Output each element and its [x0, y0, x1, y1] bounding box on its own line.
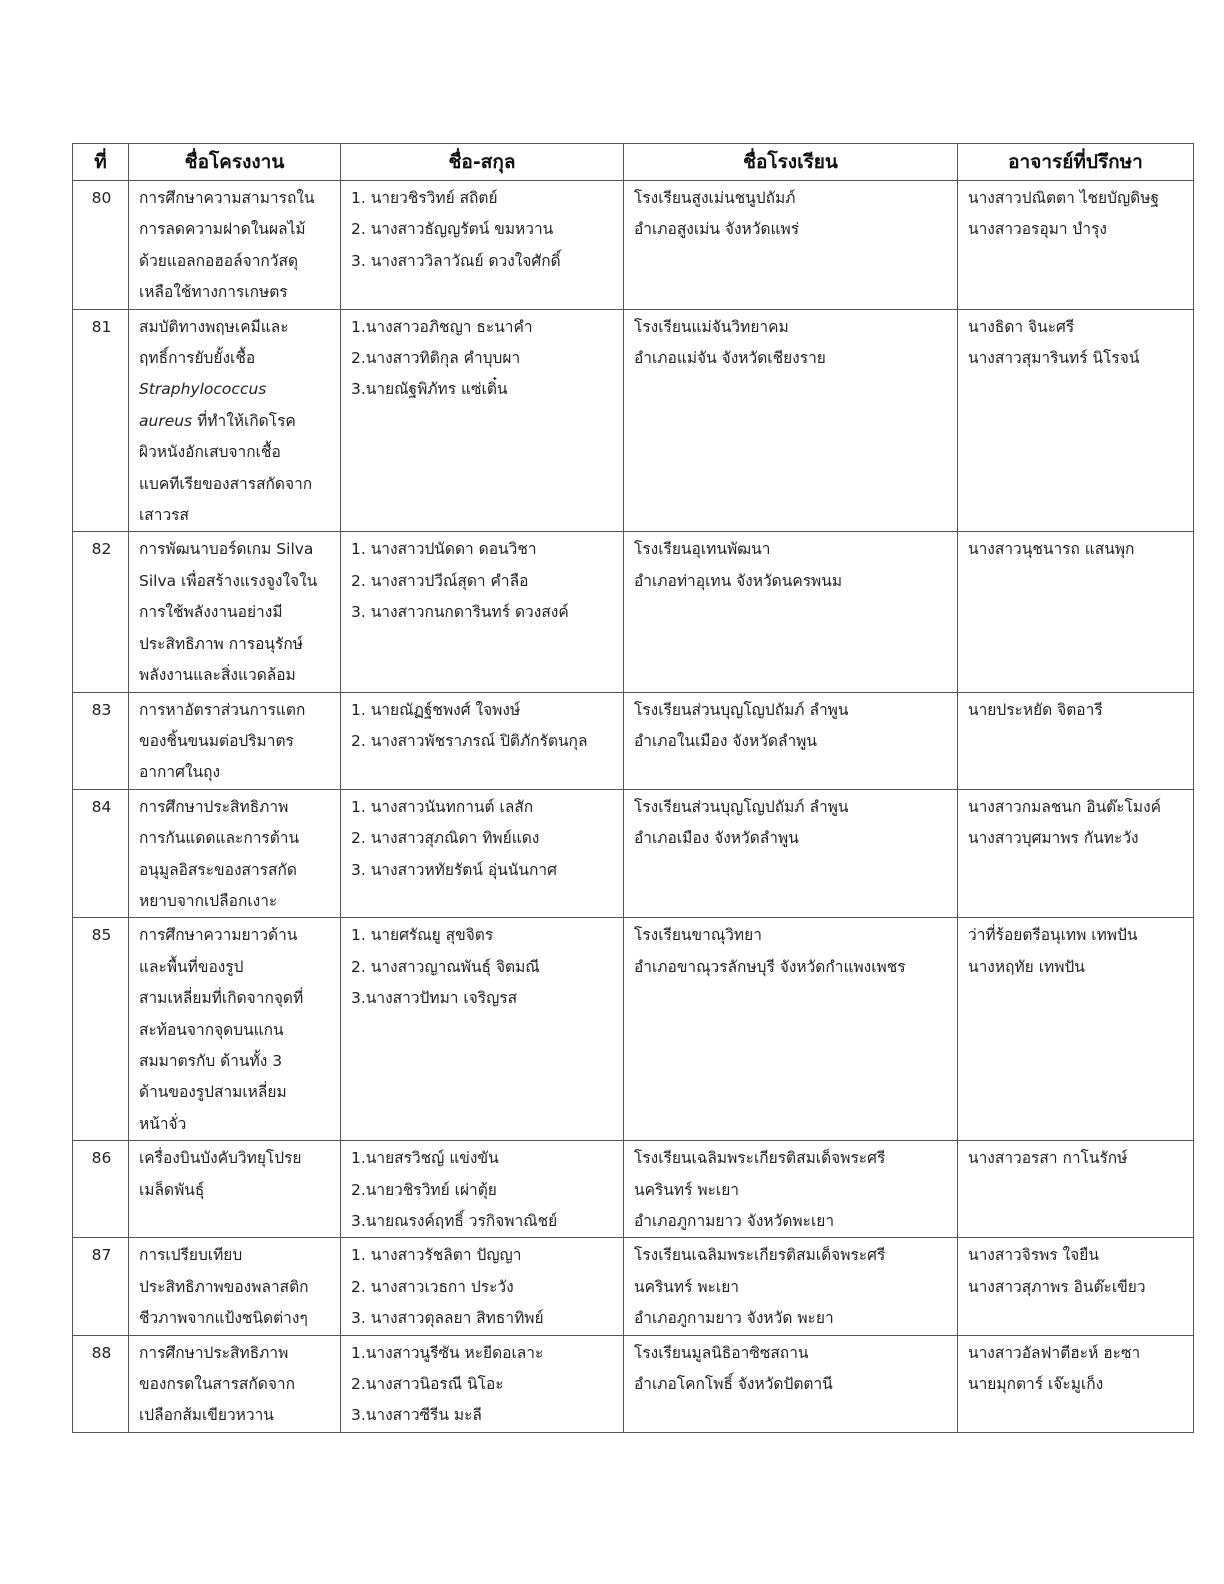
school-cell	[624, 1141, 958, 1238]
project-name-line: การศึกษาความยาวด้าน	[139, 926, 298, 945]
school-cell	[624, 1238, 958, 1335]
advisor-name: นางสาวอัลฟาตีฮะห์ ฮะซา	[968, 1343, 1141, 1362]
project-name-line: เปลือกส้มเขียวหวาน	[139, 1406, 274, 1425]
project-name-line: และพื้นที่ของรูป	[139, 957, 244, 976]
table-row	[73, 918, 1194, 1141]
project-name-cell	[129, 1238, 341, 1335]
student-name: 2. นางสาวสุภณิดา ทิพย์แดง	[351, 829, 540, 848]
student-name: 3.นางสาวซีรีน มะลี	[351, 1406, 482, 1425]
school-line: โรงเรียนสูงเม่นชนูปถัมภ์	[634, 189, 796, 207]
student-name: 3.นายณัฐพิภัทร แซ่เติ๋น	[351, 380, 508, 399]
project-name-line: Silva เพื่อสร้างแรงจูงใจใน	[139, 571, 318, 590]
table-row	[73, 181, 1194, 310]
school-line: โรงเรียนเฉลิมพระเกียรติสมเด็จพระศรี	[634, 1246, 886, 1265]
students-cell	[341, 532, 624, 692]
school-cell	[624, 1335, 958, 1432]
advisor-name: นางสาวบุศมาพร กันทะวัง	[968, 829, 1139, 848]
table-body	[73, 181, 1194, 1433]
project-name-line: ของกรดในสารสกัดจาก	[139, 1375, 295, 1394]
advisors-cell	[958, 692, 1194, 789]
advisor-name: นางสาวนุชนารถ แสนพุก	[968, 540, 1135, 559]
advisor-name: ว่าที่ร้อยตรีอนุเทพ เทพปัน	[968, 926, 1138, 945]
project-name-line: เสาวรส	[139, 506, 189, 525]
project-name-line: สมบัติทางพฤษเคมีและ	[139, 317, 289, 336]
student-name: 2. นางสาวธัญญรัตน์ ขมหวาน	[351, 220, 554, 239]
school-cell	[624, 181, 958, 310]
table-row	[73, 1141, 1194, 1238]
project-name-line: การลดความฝาดในผลไม้	[139, 220, 306, 239]
advisor-name: นางสาวกมลชนก อินต๊ะโมงค์	[968, 797, 1162, 816]
row-number: 81	[73, 309, 129, 532]
school-line: อำเภอสูงเม่น จังหวัดแพร่	[634, 220, 800, 239]
school-line: อำเภอภูกามยาว จังหวัด พะยา	[634, 1309, 834, 1328]
project-name-line: ประสิทธิภาพ การอนุรักษ์	[139, 634, 303, 653]
project-name-line: การใช้พลังงานอย่างมี	[139, 603, 283, 622]
project-name-line: เครื่องบินบังคับวิทยุโปรย	[139, 1149, 302, 1168]
school-line: อำเภอโคกโพธิ์ จังหวัดปัตตานี	[634, 1375, 833, 1394]
project-name-cell	[129, 1335, 341, 1432]
project-name-line: สะท้อนจากจุดบนแกน	[139, 1020, 284, 1039]
project-name-line: เหลือใช้ทางการเกษตร	[139, 283, 288, 302]
student-name: 2. นางสาวพัชราภรณ์ ปิติภักรัตนกุล	[351, 731, 588, 750]
row-number: 83	[73, 692, 129, 789]
school-cell	[624, 532, 958, 692]
project-name-line: เมล็ดพันธุ์	[139, 1180, 205, 1199]
students-cell	[341, 309, 624, 532]
project-name-line: ชีวภาพจากแป้งชนิดต่างๆ	[139, 1309, 308, 1328]
row-number: 88	[73, 1335, 129, 1432]
student-name: 1. นางสาวรัชลิตา ปัญญา	[351, 1246, 522, 1265]
project-name-line: ด้านของรูปสามเหลี่ยม	[139, 1083, 287, 1102]
table-row	[73, 692, 1194, 789]
project-name-line: หน้าจั่ว	[139, 1114, 187, 1133]
students-cell	[341, 789, 624, 918]
advisor-name: นางสาวอรอุมา บำรุง	[968, 220, 1107, 239]
advisors-cell	[958, 1141, 1194, 1238]
school-line: อำเภอขาณุวรลักษบุรี จังหวัดกำแพงเพชร	[634, 957, 906, 976]
student-name: 3. นางสาวตุลลยา สิทธาทิพย์	[351, 1309, 544, 1328]
project-name-cell	[129, 918, 341, 1141]
project-name-cell	[129, 1141, 341, 1238]
project-name-line: พลังงานและสิ่งแวดล้อม	[139, 666, 296, 685]
students-cell	[341, 1141, 624, 1238]
project-name-line: แบคทีเรียของสารสกัดจาก	[139, 474, 313, 493]
header-no: ที่	[73, 144, 129, 181]
project-name-cell	[129, 181, 341, 310]
school-line: อำเภอแม่จัน จังหวัดเชียงราย	[634, 349, 826, 368]
table-row	[73, 1335, 1194, 1432]
advisors-cell	[958, 1238, 1194, 1335]
project-table	[72, 143, 1194, 1433]
student-name: 2. นางสาวเวธกา ประวัง	[351, 1277, 514, 1296]
project-name-line: ผิวหนังอักเสบจากเชื้อ	[139, 443, 281, 462]
project-name-line: อากาศในถุง	[139, 763, 221, 782]
advisor-name: นางหฤทัย เทพปัน	[968, 957, 1085, 976]
project-name-line: การศึกษาประสิทธิภาพ	[139, 797, 289, 816]
project-name-cell	[129, 692, 341, 789]
student-name: 2.นายวชิรวิทย์ เผ่าตุ้ย	[351, 1180, 497, 1199]
student-name: 1.นางสาวอภิชญา ธะนาคำ	[351, 317, 533, 336]
project-name-cell	[129, 532, 341, 692]
school-line: อำเภอในเมือง จังหวัดลำพูน	[634, 731, 817, 750]
advisor-name: นายประหยัด จิตอารี	[968, 700, 1103, 719]
student-name: 1.นางสาวนูรีซัน หะยีดอเลาะ	[351, 1343, 544, 1362]
student-name: 3. นางสาวหทัยรัตน์ อุ่นนันกาศ	[351, 860, 557, 879]
students-cell	[341, 181, 624, 310]
project-name-line: ประสิทธิภาพของพลาสติก	[139, 1277, 309, 1296]
row-number: 85	[73, 918, 129, 1141]
project-name-line: สามเหลี่ยมที่เกิดจากจุดที่	[139, 989, 304, 1008]
school-line: โรงเรียนส่วนบุญโญปถัมภ์ ลำพูน	[634, 700, 849, 719]
project-name-line: aureus ที่ทำให้เกิดโรค	[139, 411, 296, 430]
student-name: 3.นางสาวปัทมา เจริญรส	[351, 989, 518, 1008]
student-name: 1. นายณัฏฐ์ชพงศ์ ใจพงษ์	[351, 700, 521, 719]
school-line: โรงเรียนขาณุวิทยา	[634, 926, 762, 945]
project-name-line: ด้วยแอลกอฮอล์จากวัสดุ	[139, 251, 299, 270]
header-students: ชื่อ-สกุล	[341, 144, 624, 181]
school-cell	[624, 918, 958, 1141]
student-name: 1. นายศรัณยู สุขจิตร	[351, 926, 494, 945]
student-name: 2.นางสาวนิอรณี นิโอะ	[351, 1375, 504, 1394]
project-name-line: การศึกษาความสามารถใน	[139, 189, 315, 207]
school-line: โรงเรียนมูลนิธิอาซิซสถาน	[634, 1343, 809, 1362]
school-line: นครินทร์ พะเยา	[634, 1277, 739, 1296]
advisor-name: นายมุกตาร์ เจ๊ะมูเก็ง	[968, 1375, 1104, 1394]
project-name-line: การศึกษาประสิทธิภาพ	[139, 1343, 289, 1362]
project-name-line: หยาบจากเปลือกเงาะ	[139, 891, 278, 910]
students-cell	[341, 1335, 624, 1432]
advisors-cell	[958, 789, 1194, 918]
student-name: 2. นางสาวญาณพันธุ์ จิตมณี	[351, 957, 540, 976]
student-name: 2.นางสาวทิติกุล คำบุบผา	[351, 349, 521, 368]
school-line: อำเภอเมือง จังหวัดลำพูน	[634, 829, 799, 848]
project-name-line: การเปรียบเทียบ	[139, 1246, 243, 1265]
header-advisors: อาจารย์ที่ปรึกษา	[958, 144, 1194, 181]
table-row	[73, 532, 1194, 692]
table-row	[73, 789, 1194, 918]
header-project: ชื่อโครงงาน	[129, 144, 341, 181]
advisors-cell	[958, 918, 1194, 1141]
advisors-cell	[958, 1335, 1194, 1432]
school-line: อำเภอท่าอุเทน จังหวัดนครพนม	[634, 571, 843, 590]
student-name: 3. นางสาวกนกดารินทร์ ดวงสงค์	[351, 603, 569, 622]
advisors-cell	[958, 181, 1194, 310]
student-name: 1. นางสาวนันทกานต์ เลสัก	[351, 797, 534, 816]
project-name-line: การพัฒนาบอร์ดเกม Silva	[139, 540, 314, 559]
table-row	[73, 1238, 1194, 1335]
row-number: 82	[73, 532, 129, 692]
advisor-name: นางสาวสุมารินทร์ นิโรจน์	[968, 349, 1140, 368]
students-cell	[341, 918, 624, 1141]
school-cell	[624, 309, 958, 532]
school-cell	[624, 692, 958, 789]
advisor-name: นางสาวจิรพร ใจยืน	[968, 1246, 1099, 1265]
student-name: 1. นางสาวปนัดดา ดอนวิชา	[351, 540, 537, 559]
students-cell	[341, 1238, 624, 1335]
advisor-name: นางสาวอรสา กาโนรักษ์	[968, 1149, 1128, 1168]
scientific-name: aureus	[139, 411, 193, 430]
row-number: 84	[73, 789, 129, 918]
project-name-line: การหาอัตราส่วนการแตก	[139, 700, 306, 719]
scientific-name: Straphylococcus	[139, 380, 267, 399]
project-name-line: ฤทธิ์การยับยั้งเชื้อ	[139, 349, 256, 368]
student-name: 2. นางสาวปวีณ์สุดา คำลือ	[351, 571, 529, 590]
table-row	[73, 309, 1194, 532]
student-name: 3.นายณรงค์ฤทธิ์ วรกิจพาณิชย์	[351, 1212, 558, 1230]
advisor-name: นางธิดา จินะศรี	[968, 317, 1075, 336]
advisor-name: นางสาวปณิตตา ไชยบัญดิษฐ	[968, 189, 1159, 207]
school-line: อำเภอภูกามยาว จังหวัดพะเยา	[634, 1212, 835, 1230]
project-name-cell	[129, 789, 341, 918]
project-name-line: อนุมูลอิสระของสารสกัด	[139, 860, 297, 879]
school-line: โรงเรียนเฉลิมพระเกียรติสมเด็จพระศรี	[634, 1149, 886, 1168]
student-name: 1.นายสรวิชญ์ แข่งขัน	[351, 1149, 499, 1168]
project-name-cell	[129, 309, 341, 532]
student-name: 1. นายวชิรวิทย์ สถิตย์	[351, 189, 498, 207]
row-number: 87	[73, 1238, 129, 1335]
advisor-name: นางสาวสุภาพร อินต๊ะเขียว	[968, 1277, 1146, 1296]
student-name: 3. นางสาววิลาวัณย์ ดวงใจศักดิ์	[351, 251, 561, 270]
advisors-cell	[958, 532, 1194, 692]
project-name-line: การกันแดดและการต้าน	[139, 829, 300, 848]
project-name-line: สมมาตรกับ ด้านทั้ง 3	[139, 1051, 283, 1070]
school-line: โรงเรียนแม่จันวิทยาคม	[634, 317, 789, 336]
advisors-cell	[958, 309, 1194, 532]
school-line: นครินทร์ พะเยา	[634, 1180, 739, 1199]
project-name-line	[139, 374, 332, 405]
project-name-line: ของชิ้นขนมต่อปริมาตร	[139, 731, 294, 750]
header-row	[73, 144, 1194, 181]
students-cell	[341, 692, 624, 789]
header-school: ชื่อโรงเรียน	[624, 144, 958, 181]
row-number: 86	[73, 1141, 129, 1238]
school-line: โรงเรียนอุเทนพัฒนา	[634, 540, 771, 559]
school-cell	[624, 789, 958, 918]
row-number: 80	[73, 181, 129, 310]
school-line: โรงเรียนส่วนบุญโญปถัมภ์ ลำพูน	[634, 797, 849, 816]
